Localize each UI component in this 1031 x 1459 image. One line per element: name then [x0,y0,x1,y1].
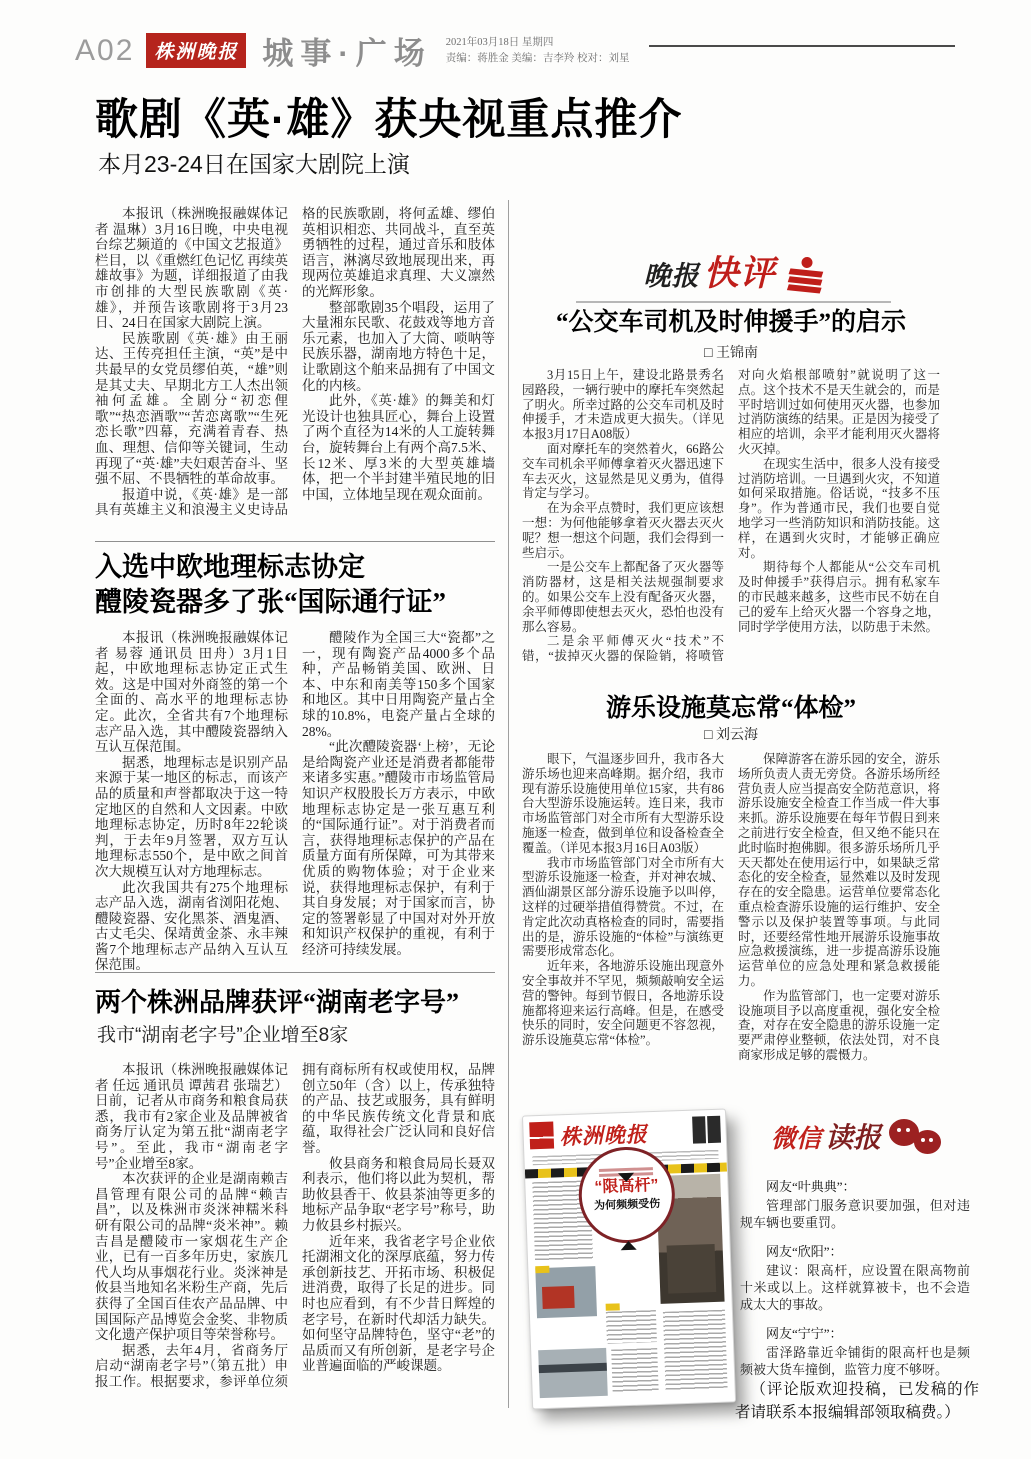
brand-article-subhead: 我市“湖南老字号”企业增至8家 [97,1025,349,1046]
section-divider [95,541,495,542]
paragraph: 醴陵作为全国三大“瓷都”之一，现有陶瓷产品4000多个品种，产品畅销美国、欧洲、日本、中东和南美等150多个国家和地区。其中日用陶瓷产量占全球的10.8%，电瓷产量占全球的28%。 [302,630,495,739]
thumb-qr-codes [692,1116,721,1144]
paragraph: 期待每个人都能从“公交车司机及时伸援手”获得启示。拥有私家车的市民越来越多，这些市民不妨在自己的爱车上给灭火器一个容身之地，同时学学使用方法，以防患于未然。 [738,560,940,634]
date-line: 2021年03月18日 星期四 [445,36,554,48]
thumb-photo [538,1348,608,1398]
paragraph: 整部歌剧35个唱段，运用了大量湘东民歌、花鼓戏等地方音乐元素，也加入了大筒、唢呐等民族乐器，湖南地方特色十足，让歌剧这个舶来品拥有了中国文化的内核。 [302,299,495,393]
paragraph: 据悉，去年4月，省商务厅启动“湖南老字号”（第五批）申报工作。根据要求，参评单位须拥有商标所有权或使用权，品牌创立50年（含）以上，传承独特的产品、技艺或服务，具有鲜明的中华民族传统文化背景和底蕴，取得社会广泛认同和良好信誉。 [95,1062,495,1389]
thumb-text-lines [606,1310,657,1344]
paragraph: “此次醴陵瓷器‘上榜’，无论是给陶瓷产业还是消费者都能带来诸多实惠。”醴陵市市场监管局知识产权股股长万方表示，中欧地理标志协定是一张互惠互利的“国际通行证”。对于消费者而言，获得地理标志保护的产品在质量方面有所保障，可为其带来优质的购物体验；对于企业来说，获得地理标志保护，有利于其自身发展；对于国家而言，协定的签署彰显了中国对对外开放和知识产权保护的重视，有利于经济可持续发展。 [302,739,495,957]
newspaper-thumbnail [522,1109,734,1408]
section-divider [95,972,495,973]
thumb-triangle-marker [618,1173,634,1183]
thumb-date-box [529,1122,554,1150]
paragraph: 近年来，各地游乐设施出现意外安全事故并不罕见，频频敲响安全运营的警钟。每到节假日，各地游乐设施都将迎来运行高峰。但是，在感受快乐的同时，安全问题更不容忽视，游乐设施莫忘常“体检”。 [522,959,724,1048]
commentary2-byline: □ 刘云海 [704,728,758,743]
geo-headline-line2: 醴陵瓷器多了张“国际通行证” [95,586,446,617]
wechat-badge-dark: 读报 [825,1122,882,1153]
paragraph: 此次我国共有275个地理标志产品入选，湖南省浏阳花炮、醴陵瓷器、安化黑茶、酒鬼酒、古丈毛尖、保靖黄金茶、永丰辣酱7个地理标志产品纳入互认互保范围。 [95,879,288,973]
commentary2-headline: 游乐设施莫忘常“体检” [605,695,856,722]
paragraph: 二是余平师傅灭火“技术”不错，“拔掉灭火器的保险销，将喷管对向火焰根部喷射”就说明了这一点。这个技术不是天生就会的，而是平时培训过如何使用灭火器，也参加过消防演练的结果。正是因为接受了相应的培训，余平才能利用灭火器将火灭掉。 [522,368,940,664]
thumb-label-tag [535,1266,549,1273]
lead-article-body [95,206,495,518]
thumb-text-lines [611,1348,659,1394]
commentary1-headline: “公交车司机及时伸援手”的启示 [555,309,906,336]
thumb-circle-title: “限高杆” [594,1176,659,1197]
paragraph: 本报讯（株洲晚报融媒体记者 温琳）3月16日晚，中央电视台综艺频道的《中国文艺报道》栏目，以《重燃红色记忆 再续英雄故事》为题，详细报道了由我市创排的大型民族歌剧《英·雄》，并预告该歌剧将于3月23日、24日在国家大剧院上演。 [95,206,288,331]
comment-text: 建议：限高杆，应设置在限高物前十米或以上。这样就算被卡，也不会造成太大的事故。 [740,1263,970,1312]
paragraph: 攸县商务和粮食局局长聂双利表示，他们将以此为契机，帮助攸县香干、攸县茶油等更多的地标产品争取“老字号”称号，助力攸县乡村振兴。 [302,1155,495,1233]
masthead-logo: 株洲晚报 [146,33,246,68]
paragraph: 民族歌剧《英·雄》由王丽达、王传亮担任主演，“英”是中共最早的女党员缪伯英，“雄”则是其丈夫、早期北方工人杰出领袖何孟雄。全剧分“初恋俚歌”“热恋酒歌”“苦恋离歌”“生死恋长歌”四幕，充满着青春、热血、理想、信仰等关键词，生动再现了“英·雄”夫妇艰苦奋斗、坚强不屈、不畏牺牲的革命故事。 [95,330,288,487]
commenter-name: 网友“宁宁”： [766,1326,843,1341]
paragraph: 保障游客在游乐园的安全，游乐场所负责人责无旁贷。各游乐场所经营负责人应当提高安全防范意识，将游乐设施安全检查工作当成一件大事来抓。游乐设施要在每年节假日到来之前进行安全检查，但又绝不能只在此时临时抱佛脚。很多游乐场所几乎天天都处在使用运行中，如果缺乏常态化的安全检查，显然难以及时发现存在的安全隐患。运营单位要常态化重点检查游乐设施的运行维护、安全警示以及保护装置等事项。与此同时，还要经常性地开展游乐设施事故应急救援演练，进一步提高游乐设施运营单位的应急处理和紧急救援能力。 [738,752,940,988]
thumb-label-tag [606,1303,620,1310]
commentary1-byline: □ 王锦南 [704,346,758,361]
geo-headline-line1: 入选中欧地理标志协定 [95,552,365,582]
commentary2-body [522,752,940,1063]
lead-headline: 歌剧《英·雄》获央视重点推介 [95,96,683,144]
paragraph: 本报讯（株洲晚报融媒体记者 任远 通讯员 谭茜君 张瑞艺）日前，记者从市商务和粮食局获悉，我市有2家企业及品牌被省商务厅认定为第五批“湖南老字号”。至此，我市“湖南老字号”企业增至8家。 [95,1062,288,1171]
wechat-bubbles-icon [889,1119,943,1161]
paragraph: 本报讯（株洲晚报融媒体记者 易蓉 通讯员 田舟）3月1日起，中欧地理标志协定正式生效。这是中国对外商签的第一个全面的、高水平的地理标志协定。此次，全省共有7个地理标志产品入选，其中醴陵瓷器纳入互认互保范围。 [95,630,288,755]
kuaiping-badge-red: 快评 [703,254,776,293]
commenter-name: 网友“叶典典”： [766,1179,856,1194]
paragraph: 在为余平点赞时，我们更应该想一想：为何他能够拿着灭火器去灭火呢？想一想这个问题，我们会得到一些启示。 [522,501,724,560]
paragraph: 面对摩托车的突然着火，66路公交车司机余平师傅拿着灭火器迅速下车去灭火，这显然是见义勇为，值得肯定与学习。 [522,441,724,501]
paragraph: 此外，《英·雄》的舞美和灯光设计也独具匠心，舞台上设置了两个直径为14米的人工旋转舞台，旋转舞台上有两个高7.5米、长12米、厚3米的大型英雄墙体，把一个半封建半殖民地的旧中国，立体地呈现在观众面前。 [302,393,495,502]
submission-note: （评论版欢迎投稿，已发稿的作者请联系本报编辑部领取稿费。） [735,1381,979,1422]
paragraph: 在现实生活中，很多人没有接受过消防培训。一旦遇到火灾，不知道如何采取措施。俗话说，“技多不压身”。作为普通市民，我们也要自觉地学习一些消防知识和消防技能。这样，在遇到火灾时，才能够正确应对。 [738,456,940,560]
kuaiping-badge-black: 晚报 [643,261,700,291]
paragraph: 据悉，地理标志是识别产品来源于某一地区的标志，而该产品的质量和声誉都取决于这一特定地区的自然和人文因素。中欧地理标志协定，历时8年22轮谈判，于去年9月签署，双方互认地理标志550个，是中欧之间首次大规模互认对方地理标志。 [95,754,288,879]
thumb-triangle-marker [620,1241,636,1251]
page-number: A02 [75,33,135,67]
section-title: 城事·广场 [262,36,432,71]
page-header [75,28,955,73]
paragraph: 一是公交车上都配备了灭火器等消防器材，这是相关法规强制要求的。如果公交车上没有配备灭火器，余平师傅即使想去灭火，恐怕也没有那么容易。 [522,560,724,634]
header-rule [649,45,955,47]
paragraph: 眼下，气温逐步回升，我市各大游乐场也迎来高峰期。据介绍，我市现有游乐设施使用单位15家，共有86台大型游乐设施运转。连日来，我市市场监管部门对全市所有大型游乐设施逐一检查，做到单位和设备检查全覆盖。（详见本报3月16日A03版） [522,752,724,855]
brand-article-headline: 两个株洲品牌获评“湖南老字号” [95,988,460,1017]
geo-article-body [95,630,495,973]
comment-item [740,1325,970,1378]
paragraph: 我市市场监管部门对全市所有大型游乐设施逐一检查，并对神农城、酒仙湖景区部分游乐设施予以叫停，这样的过硬举措值得赞赏。不过，在肯定此次动真格检查的同时，需要指出的是，游乐设施的“体检”与演练更需要形成常态化。 [522,855,724,959]
staff-line: 责编：蒋胜金 美编：吉李羚 校对：刘星 [445,52,630,64]
kuaiping-badge [576,246,891,303]
paragraph: 报道中说，《英·雄》是一部具有英雄主义和浪漫主义史诗品格的民族歌剧，将何孟雄、缪伯英相识相恋、共同战斗，直至英勇牺牲的过程，通过音乐和肢体语言，淋漓尽致地展现出来，再现两位英雄追求真理、大义凛然的光辉形象。 [95,206,495,518]
commenter-name: 网友“欣阳”： [766,1244,843,1259]
geo-article-headline [95,550,446,619]
thumb-photo [535,1266,597,1318]
comment-item [740,1243,970,1313]
comment-list [740,1178,970,1390]
wechat-badge-red: 微信 [770,1125,821,1153]
comment-item [740,1178,970,1231]
paragraph: 3月15日上午，建设北路景秀名园路段，一辆行驶中的摩托车突然起了明火。所幸过路的公交车司机及时伸援手，才未造成更大损失。（详见本报3月17日A08版） [522,368,724,442]
column-divider [508,200,509,1408]
thumb-text-lines [663,1310,728,1392]
paragraph: 近年来，我省老字号企业依托湖湘文化的深厚底蕴，努力传承创新技艺、开拓市场、积极促进消费，取得了长足的进步。同时也应看到，有不少昔日辉煌的老字号，在新时代却活力缺失。如何坚守品牌特色，坚守“老”的品质而又有所创新，是老字号企业普遍面临的严峻课题。 [302,1233,495,1374]
dateline-block [446,35,630,67]
comment-text: 管理部门服务意识要加强，但对违规车辆也要重罚。 [740,1198,970,1230]
paragraph: 本次获评的企业是湖南赖吉昌管理有限公司的品牌“赖吉昌”，以及株洲市炎洣神糯米科研有限公司的品牌“炎米神”。赖吉昌是醴陵市一家烟花生产企业，已有一百多年历史，家族几代人均从事烟花行业。炎洣神是攸县当地知名米粉生产商，先后获得了全国百佳农产品品牌、中国国际产品博览会金奖、非物质文化遗产保护项目等荣誉称号。 [95,1171,288,1343]
paragraph: 作为监管部门，也一定要对游乐设施项目予以高度重视，强化安全检查，对存在安全隐患的游乐设施一定要严肃停业整顿，依法处罚，对不良商家形成足够的震慑力。 [738,988,940,1062]
thumb-masthead: 株洲晚报 [559,1122,649,1150]
wechat-dubao-badge [742,1116,972,1161]
lead-subhead: 本月23-24日在国家大剧院上演 [98,151,410,177]
kuaiping-stamp-icon [786,255,826,299]
brand-article-body [95,1062,495,1389]
commentary1-body [522,368,940,664]
comment-text: 雷泽路靠近伞铺街的限高杆也是频频被大货车撞倒，监管力度不够呀。 [740,1345,970,1377]
thumb-circle-subtitle: 为何频频受伤 [593,1198,661,1213]
